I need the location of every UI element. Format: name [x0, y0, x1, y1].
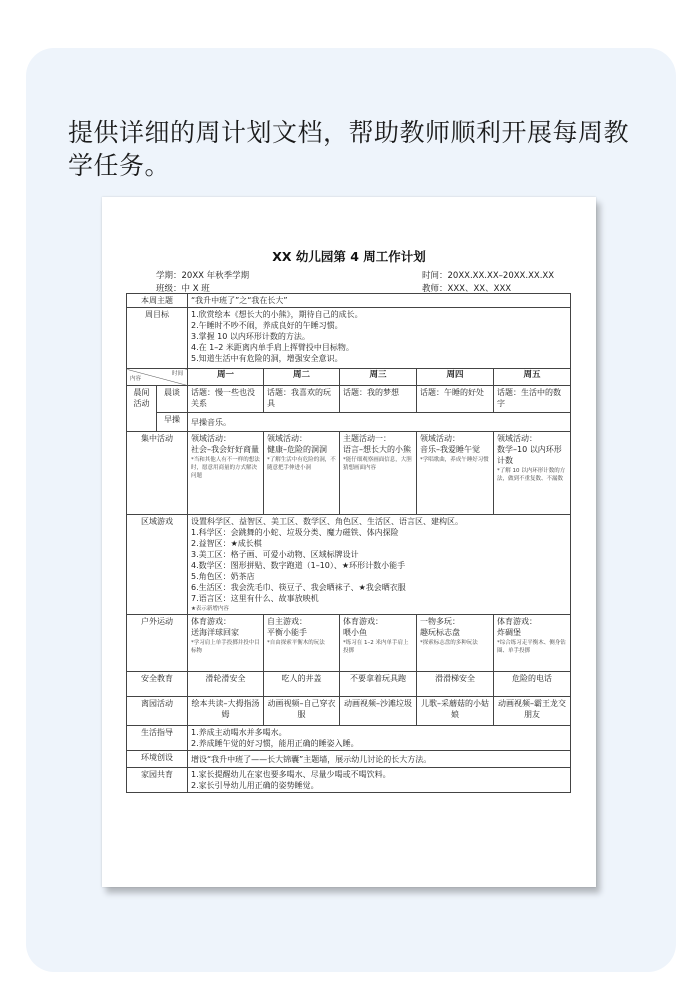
- goal-item: 4.在 1–2 米距离内单手肩上挥臂投中目标物。: [191, 343, 354, 352]
- home-row: [127, 768, 571, 793]
- day-header: 周五: [494, 369, 571, 386]
- home-list: 1.家长提醒幼儿在家也要多喝水、尽量少喝或不喝饮料。 2.家长引导幼儿用正确的姿势睡觉。: [188, 768, 571, 793]
- teachers-label: 教师：XXX、XX、XXX: [422, 284, 512, 294]
- leaving-cell: 动画视频–自己穿衣服: [264, 697, 340, 726]
- outdoor-cell: 自主游戏： 平衡小能手 *自由探索平衡木的玩法: [264, 615, 340, 672]
- document-preview: [102, 197, 596, 887]
- morning-talk-row: [127, 386, 571, 413]
- env-row: [127, 751, 571, 768]
- theme-label: 本周主题: [127, 294, 188, 308]
- group-activity-cell: 领域活动： 健康–危险的洞洞 *了解生活中有危险的洞，不随意把手伸进小洞: [264, 432, 340, 515]
- morning-group-label: 晨间活动: [127, 386, 157, 432]
- goal-item: 1.欣赏绘本《想长大的小熊》，期待自己的成长。: [191, 310, 363, 319]
- outdoor-cell: 体育游戏： 喂小鱼 *练习在 1–2 米内单手肩上投掷: [340, 615, 417, 672]
- area-games-row: [127, 515, 571, 615]
- theme-value: “我升中班了”之“我在长大”: [188, 294, 571, 308]
- group-activity-label: 集中活动: [127, 432, 188, 515]
- goal-item: 2.午睡时不吵不闹，养成良好的午睡习惯。: [191, 321, 343, 330]
- safety-cell: 危险的电话: [494, 672, 571, 697]
- legend-note: ★表示新增内容: [191, 606, 229, 612]
- leaving-cell: 绘本共读–大拇指汤姆: [188, 697, 264, 726]
- day-header-row: [127, 369, 571, 386]
- day-header: 周二: [264, 369, 340, 386]
- goal-item: 3.掌握 10 以内环形计数的方法。: [191, 332, 310, 341]
- morning-exercise-row: [127, 413, 571, 432]
- group-activity-cell: 领域活动： 数学–10 以内环形计数 *了解 10 以内环形计数的方法，做到不重复数、不漏数: [494, 432, 571, 515]
- morning-talk-label: 晨谈: [157, 386, 188, 413]
- outdoor-cell: 一物多玩： 趣玩标志盘 *探索标志盘的多种玩法: [417, 615, 494, 672]
- outdoor-label: 户外运动: [127, 615, 188, 672]
- morning-talk-cell: 话题：我的梦想: [340, 386, 417, 413]
- goal-item: 5.知道生活中有危险的洞，增强安全意识。: [191, 354, 343, 363]
- headline: 提供详细的周计划文档，帮助教师顺利开展每周教学任务。: [68, 118, 630, 180]
- safety-cell: 不要拿着玩具跑: [340, 672, 417, 697]
- time-content-corner: 时间 内容: [127, 369, 188, 386]
- morning-talk-cell: 话题：生活中的数字: [494, 386, 571, 413]
- area-games-list: 设置科学区、益智区、美工区、数学区、角色区、生活区、语言区、建构区。 1.科学区：会跳舞的小蛇、垃圾分类、魔力磁铁、体内探险 2.益智区：★成长棋 3.美工区：格子画、可爱小动物、区域标牌设计 4.数学区：图形拼贴、数字跑道（1–10）、★环形计数小能手 5.角色区：奶茶店 6.生活区：我会洗毛巾、筷豆子、我会晒袜子、★我会晒衣服 7.语言区：这里有什么、故事放映机 ★表示新增内容: [188, 515, 571, 615]
- class-label: 班级：中 X 班: [156, 284, 210, 294]
- group-activity-row: [127, 432, 571, 515]
- leaving-cell: 动画视频–霸王龙交朋友: [494, 697, 571, 726]
- morning-talk-cell: 话题：午睡的好处: [417, 386, 494, 413]
- outdoor-cell: 体育游戏： 送海洋球回家 *学习肩上单手投掷并投中目标物: [188, 615, 264, 672]
- group-activity-cell: 领域活动： 社会–我会好好商量 *当和其他人有不一样的想法时，愿意用商量的方式解决问题: [188, 432, 264, 515]
- safety-cell: 吃人的井盖: [264, 672, 340, 697]
- semester-label: 学期：20XX 年秋季学期: [156, 271, 250, 281]
- env-value: 增设“我升中班了——长大锦囊”主题墙，展示幼儿讨论的长大方法。: [188, 751, 571, 768]
- day-header: 周一: [188, 369, 264, 386]
- leaving-label: 离园活动: [127, 697, 188, 726]
- leaving-row: [127, 697, 571, 726]
- weekly-plan-table: [126, 293, 571, 793]
- area-games-label: 区域游戏: [127, 515, 188, 615]
- goals-row: [127, 308, 571, 369]
- life-list: 1.养成主动喝水并多喝水。 2.养成睡午觉的好习惯，能用正确的睡姿入睡。: [188, 726, 571, 751]
- goals-label: 周目标: [127, 308, 188, 369]
- theme-row: [127, 294, 571, 308]
- life-row: [127, 726, 571, 751]
- document-title: XX 幼儿园第 4 周工作计划: [272, 249, 426, 264]
- group-activity-cell: 主题活动一： 语言–想长大的小熊 *能仔细观察画面信息，大胆猜想画面内容: [340, 432, 417, 515]
- home-label: 家园共育: [127, 768, 188, 793]
- outdoor-cell: 体育游戏： 炸碉堡 *综合练习走平衡木、侧身钻圈、单手投掷: [494, 615, 571, 672]
- leaving-cell: 儿歌–采蘑菇的小姑娘: [417, 697, 494, 726]
- goals-list: [188, 308, 571, 369]
- morning-talk-cell: 话题：我喜欢的玩具: [264, 386, 340, 413]
- life-label: 生活指导: [127, 726, 188, 751]
- morning-exercise-label: 早操: [157, 413, 188, 432]
- leaving-cell: 动画视频–沙滩垃圾: [340, 697, 417, 726]
- safety-cell: 滑轮滑安全: [188, 672, 264, 697]
- safety-cell: 滑滑梯安全: [417, 672, 494, 697]
- env-label: 环境创设: [127, 751, 188, 768]
- outdoor-row: [127, 615, 571, 672]
- safety-row: [127, 672, 571, 697]
- group-activity-cell: 领域活动： 音乐–我爱睡午觉 *学唱歌曲，养成午睡好习惯: [417, 432, 494, 515]
- safety-label: 安全教育: [127, 672, 188, 697]
- morning-talk-cell: 话题：慢一些也没关系: [188, 386, 264, 413]
- morning-exercise-value: 早操音乐。: [188, 413, 571, 432]
- day-header: 周四: [417, 369, 494, 386]
- time-label: 时间：20XX.XX.XX–20XX.XX.XX: [422, 271, 555, 281]
- day-header: 周三: [340, 369, 417, 386]
